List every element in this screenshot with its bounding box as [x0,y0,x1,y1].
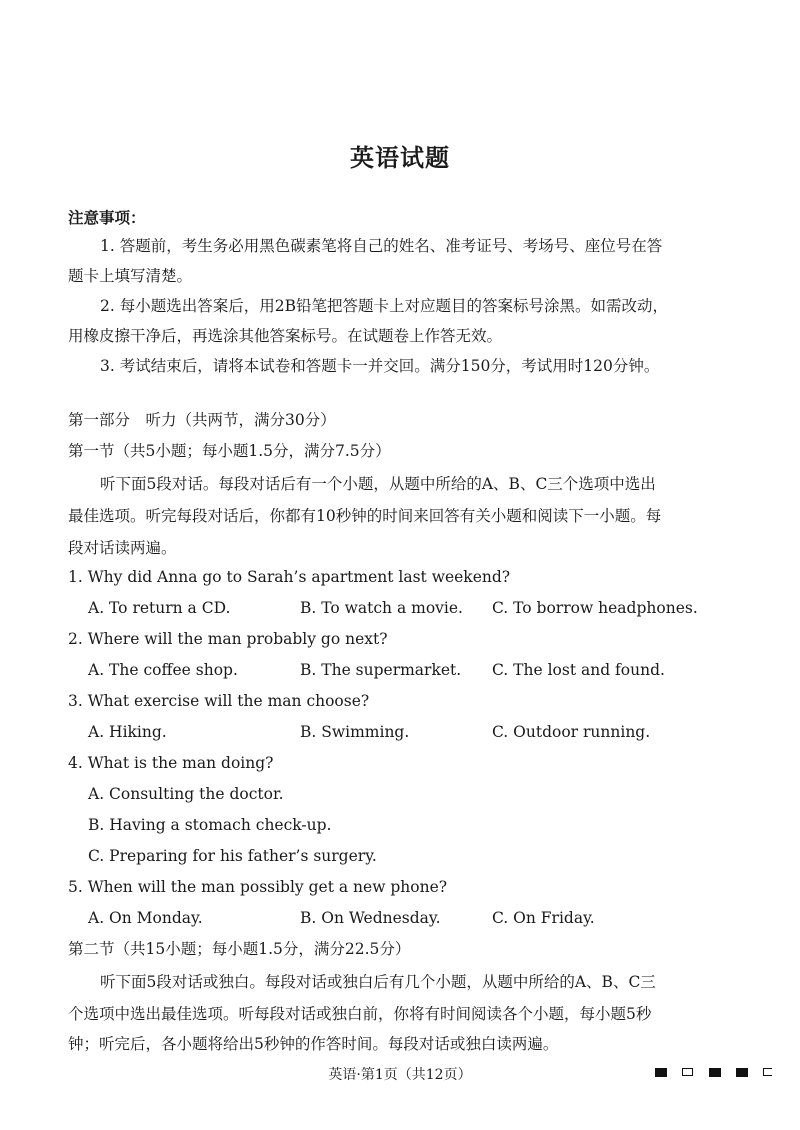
option-c: C. Preparing for his father’s surgery. [88,847,377,865]
question-text: 3. What exercise will the man choose? [68,692,370,710]
page-footer: 英语·第1页（共12页） [328,1067,472,1083]
scan-mark [736,1068,748,1077]
section-heading: 第二节（共15小题；每小题1.5分，满分22.5分） [68,940,411,958]
instruction-line: 钟；听完后，各小题将给出5秒钟的作答时间。每段对话或独白读两遍。 [68,1035,559,1053]
option-b: B. On Wednesday. [300,909,441,927]
scan-mark [655,1068,667,1077]
notice-heading: 注意事项： [68,208,146,227]
scan-mark [682,1068,693,1076]
instruction-line: 个选项中选出最佳选项。听每段对话或独白前，你将有时间阅读各个小题，每小题5秒 [68,1005,652,1023]
option-c: C. On Friday. [492,909,595,927]
option-c: C. Outdoor running. [492,723,651,741]
option-a: A. The coffee shop. [88,661,238,679]
notice-line: 用橡皮擦干净后，再选涂其他答案标号。在试题卷上作答无效。 [68,327,503,345]
question-text: 1. Why did Anna go to Sarah’s apartment last weekend? [68,568,511,586]
option-a: A. Consulting the doctor. [88,785,284,803]
instruction-line: 段对话读两遍。 [68,539,177,557]
question-text: 5. When will the man possibly get a new phone? [68,878,448,896]
option-a: A. To return a CD. [88,599,231,617]
notice-line: 1. 答题前，考生务必用黑色碳素笔将自己的姓名、准考证号、考场号、座位号在答 [100,237,663,255]
option-c: C. To borrow headphones. [492,599,698,617]
option-b: B. Having a stomach check-up. [88,816,332,834]
question-text: 4. What is the man doing? [68,754,274,772]
page-title: 英语试题 [350,143,450,172]
notice-line: 3. 考试结束后，请将本试卷和答题卡一并交回。满分150分，考试用时120分钟。 [100,357,660,375]
question-text: 2. Where will the man probably go next? [68,630,388,648]
option-b: B. The supermarket. [300,661,462,679]
option-b: B. To watch a movie. [300,599,463,617]
section-heading: 第一节（共5小题；每小题1.5分，满分7.5分） [68,442,391,460]
instruction-line: 听下面5段对话或独白。每段对话或独白后有几个小题，从题中所给的A、B、C三 [100,973,656,991]
option-b: B. Swimming. [300,723,410,741]
scan-mark [763,1068,772,1076]
option-c: C. The lost and found. [492,661,665,679]
scan-mark [709,1068,721,1077]
part-heading: 第一部分 听力（共两节，满分30分） [68,411,336,429]
instruction-line: 最佳选项。听完每段对话后，你都有10秒钟的时间来回答有关小题和阅读下一小题。每 [68,507,662,525]
notice-line: 题卡上填写清楚。 [68,267,193,285]
option-a: A. On Monday. [88,909,203,927]
instruction-line: 听下面5段对话。每段对话后有一个小题，从题中所给的A、B、C三个选项中选出 [100,475,656,493]
notice-line: 2. 每小题选出答案后，用2B铅笔把答题卡上对应题目的答案标号涂黑。如需改动， [100,297,668,315]
option-a: A. Hiking. [88,723,167,741]
